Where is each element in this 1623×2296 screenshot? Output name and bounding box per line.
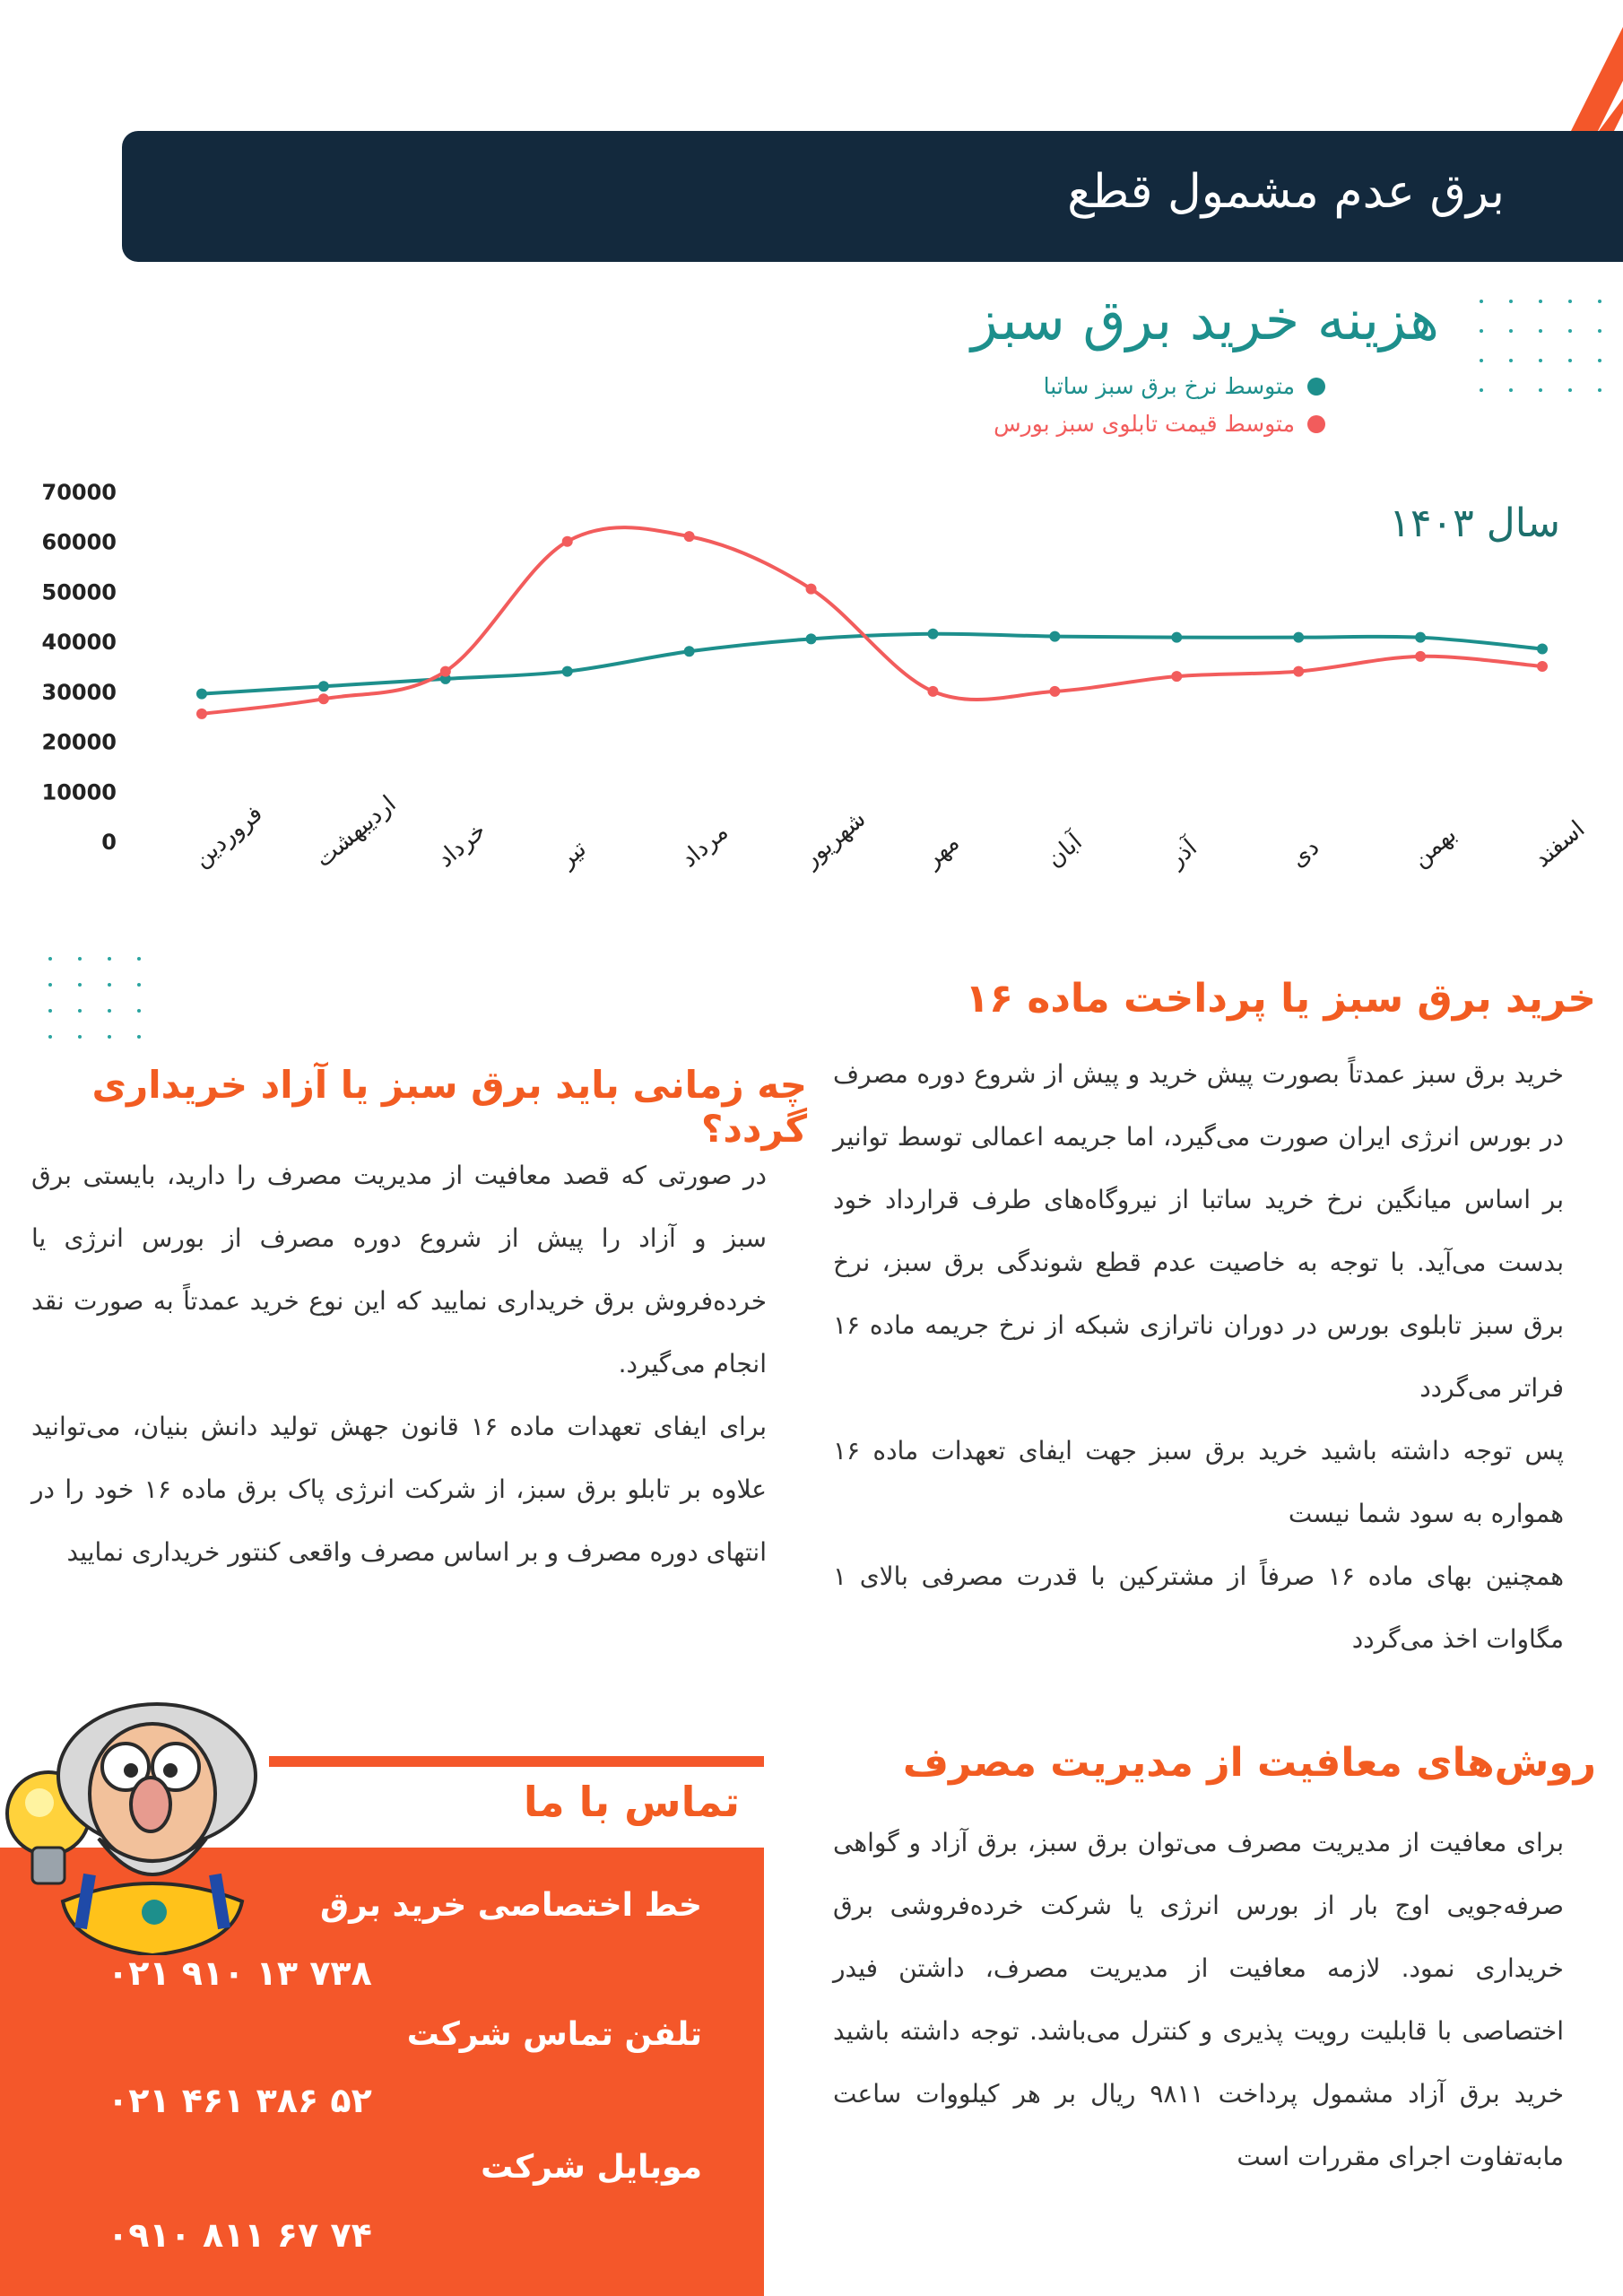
data-point: [318, 681, 329, 691]
legend-item-bourse: [994, 411, 1325, 437]
legend-item-satba: [1044, 373, 1325, 399]
data-point: [806, 584, 817, 595]
x-tick-label: خرداد: [432, 817, 491, 874]
x-tick-label: آذر: [1163, 834, 1202, 874]
paragraph: پس توجه داشته باشید خرید برق سبز جهت ایفای تعهدات ماده ۱۶ همواره به سود شما نیست: [833, 1436, 1564, 1528]
paragraph: همچنین بهای ماده ۱۶ صرفاً از مشترکین با قدرت مصرفی بالای ۱ مگاوات اخذ می‌گردد: [833, 1561, 1564, 1654]
data-point: [562, 666, 573, 677]
corner-stripes: [1506, 0, 1623, 135]
x-tick-label: شهریور: [797, 805, 872, 874]
contact-heading: تماس با ما: [523, 1778, 740, 1826]
section-body-when-to-buy: [31, 1144, 767, 1584]
legend-dot-red: [1307, 415, 1325, 433]
data-point: [1171, 671, 1182, 682]
legend-label-satba: متوسط نرخ برق سبز ساتبا: [1043, 373, 1295, 399]
data-point: [196, 689, 207, 700]
contact-divider: [269, 1756, 764, 1767]
section-heading-when-to-buy: چه زمانی باید برق سبز یا آزاد خریداری گردد؟: [91, 1063, 807, 1151]
y-tick-label: 70000: [41, 480, 117, 505]
data-point: [806, 633, 817, 644]
data-point: [1049, 686, 1060, 697]
x-tick-label: مهر: [919, 829, 965, 874]
y-tick-label: 40000: [41, 630, 117, 656]
data-point: [440, 666, 451, 677]
legend-dot-teal: [1307, 378, 1325, 396]
data-point: [1537, 661, 1548, 672]
x-tick-label: اردیبهشت: [310, 790, 402, 874]
data-point: [1415, 651, 1426, 662]
data-point: [196, 709, 207, 719]
legend-label-bourse: متوسط قیمت تابلوی سبز بورس: [994, 411, 1295, 437]
x-tick-label: مرداد: [675, 818, 734, 874]
x-tick-label: بهمن: [1407, 821, 1462, 874]
section-body-green-vs-article16: [833, 1043, 1564, 1671]
chart-year-label: سال ۱۴۰۳: [1389, 500, 1560, 546]
x-tick-label: آبان: [1041, 828, 1088, 874]
data-point: [318, 693, 329, 704]
title-banner: [122, 131, 1623, 262]
x-tick-label: فروردین: [188, 800, 268, 874]
paragraph: برای ایفای تعهدات ماده ۱۶ قانون جهش تولید دانش بنیان، می‌توانید علاوه بر تابلو برق سبز، از شرکت انرژی پاک برق ماده ۱۶ خود را در انتهای دوره مصرف و بر اساس مصرف واقعی کنتور خریداری نمایید: [31, 1412, 768, 1567]
data-point: [684, 531, 695, 542]
paragraph: خرید برق سبز عمدتاً بصورت پیش خرید و پیش از شروع دوره مصرف در بورس انرژی ایران صورت می‌گیرد، اما جریمه اعمالی توسط توانیر بر اساس میانگین نرخ خرید ساتبا از نیروگاه‌های طرف قرارداد خود بدست می‌آید. با توجه به خاصیت عدم قطع شوندگی برق سبز، نرخ برق سبز تابلوی بورس در دوران ناترازی شبکه از نرخ جریمه ماده ۱۶ فراتر می‌گردد: [833, 1059, 1564, 1403]
y-tick-label: 60000: [41, 529, 117, 555]
y-tick-label: 10000: [41, 779, 117, 805]
section-body-exemption-methods: [833, 1812, 1564, 2188]
paragraph: در صورتی که قصد معافیت از مدیریت مصرف را دارید، بایستی برق سبز و آزاد را پیش از شروع دوره مصرف از بورس انرژی یا خرده‌فروش برق خریداری نمایید که این نوع خرید عمدتاً به صورت نقد انجام می‌گیرد.: [31, 1161, 767, 1378]
y-tick-label: 0: [101, 830, 117, 855]
data-point: [1293, 666, 1304, 677]
scientist-face: [58, 1704, 256, 1874]
decor-dot-grid-top: [1480, 300, 1623, 392]
contact-number-purchase-line[interactable]: ۰۲۱ ۹۱۰ ۱۳ ۷۳۸: [108, 1953, 372, 1993]
y-tick-label: 50000: [41, 579, 117, 605]
x-tick-label: دی: [1285, 833, 1325, 874]
contact-label-purchase-line: خط اختصاصی خرید برق: [319, 1887, 702, 1924]
series-line-1: [202, 527, 1542, 714]
contact-number-mobile[interactable]: ۰۹۱۰ ۸۱۱ ۶۷ ۷۴: [108, 2215, 372, 2255]
contact-number-company-phone[interactable]: ۰۲۱ ۴۶۱ ۳۸۶ ۵۲: [108, 2081, 372, 2120]
chart-title: هزینه خرید برق سبز: [970, 287, 1439, 352]
section-heading-green-vs-article16: خرید برق سبز یا پرداخت ماده ۱۶: [965, 976, 1596, 1022]
scientist-body: [63, 1874, 242, 1955]
contact-label-mobile: موبایل شرکت: [481, 2149, 702, 2186]
y-tick-label: 20000: [41, 729, 117, 755]
section-heading-exemption-methods: روش‌های معافیت از مدیریت مصرف: [902, 1740, 1596, 1786]
line-chart: [0, 466, 1623, 969]
data-point: [1049, 631, 1060, 642]
decor-dot-grid-left: [48, 957, 141, 1039]
paragraph: برای معافیت از مدیریت مصرف می‌توان برق سبز، برق آزاد و گواهی صرفه‌جویی اوج بار از بورس انرژی یا شرکت خرده‌فروشی برق خریداری نمود. لازمه معافیت از مدیریت مصرف، داشتن فیدر اختصاصی با قابلیت رویت پذیری و کنترل می‌باشد. توجه داشته باشید خرید برق آزاد مشمول پرداخت ۹۸۱۱ ریال بر هر کیلووات ساعت مابه‌تفاوت اجرای مقررات است: [833, 1828, 1565, 2171]
data-point: [927, 686, 938, 697]
mascot-illustration: [0, 1659, 287, 1955]
x-tick-label: تیر: [553, 835, 592, 874]
data-point: [1537, 644, 1548, 655]
data-point: [1171, 632, 1182, 643]
page-title: برق عدم مشمول قطع: [1067, 165, 1505, 219]
data-point: [684, 646, 695, 657]
data-point: [1293, 632, 1304, 643]
data-point: [927, 629, 938, 639]
data-point: [562, 536, 573, 547]
contact-label-company-phone: تلفن تماس شرکت: [406, 2016, 702, 2053]
x-tick-label: اسفند: [1529, 815, 1591, 874]
data-point: [1415, 632, 1426, 643]
y-tick-label: 30000: [41, 679, 117, 705]
